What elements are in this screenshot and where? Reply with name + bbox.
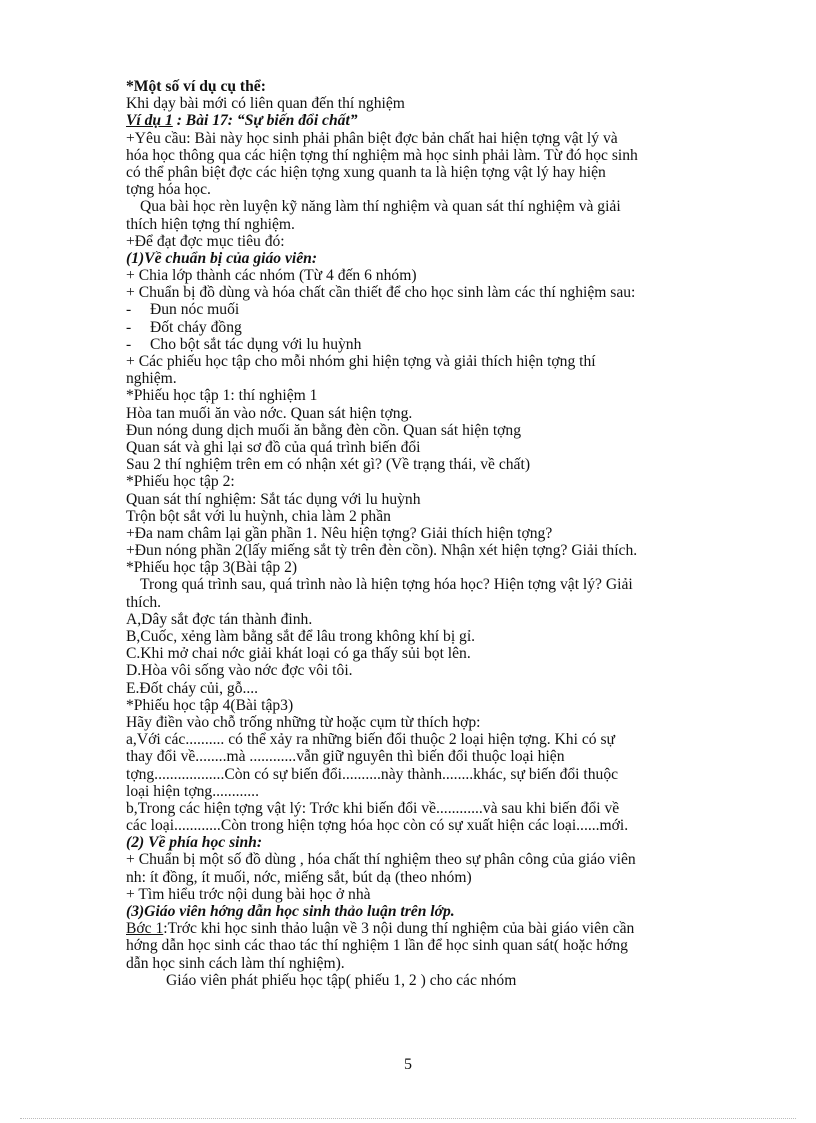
document-body xyxy=(126,78,754,989)
requirement-line: +Yêu cầu: Bài này học sinh phải phân biệt đợc bản chất hai hiện tợng vật lý và xyxy=(126,129,618,147)
worksheet-3-option: D.Hòa vôi sống vào nớc đợc vôi tôi. xyxy=(126,662,353,680)
section-2-line: + Chuẩn bị một số đồ dùng , hóa chất thí nghiệm theo sự phân công của giáo viên xyxy=(126,851,636,869)
worksheet-4-title: *Phiếu học tập 4(Bài tập3) xyxy=(126,696,294,714)
worksheet-3-option: A,Dây sắt đợc tán thành đinh. xyxy=(126,610,313,628)
experiment-text: Cho bột sắt tác dụng với lu huỳnh xyxy=(150,335,362,353)
worksheet-1-line: Sau 2 thí nghiệm trên em có nhận xét gì? (Về trạng thái, về chất) xyxy=(126,456,531,474)
worksheet-4-line: b,Trong các hiện tợng vật lý: Trớc khi biến đổi về............và sau khi biến đổi về xyxy=(126,799,620,817)
section-2-line: + Tìm hiểu trớc nội dung bài học ở nhà xyxy=(126,885,371,903)
worksheet-4-intro: Hãy điền vào chỗ trống những từ hoặc cụm từ thích hợp: xyxy=(126,713,481,731)
requirement-line: hóa học thông qua các hiện tợng thí nghiệm mà học sinh phải làm. Từ đó học sinh xyxy=(126,146,638,164)
step-label: Bớc 1 xyxy=(126,920,164,938)
worksheet-2-line: +Đa nam châm lại gần phần 1. Nêu hiện tợng? Giải thích hiện tợng? xyxy=(126,524,553,542)
worksheet-2-title: *Phiếu học tập 2: xyxy=(126,473,235,491)
example-label: Ví dụ 1 xyxy=(126,112,173,130)
section-1-title: (1)Về chuẩn bị của giáo viên: xyxy=(126,249,318,267)
worksheet-3-option: C.Khi mở chai nớc giải khát loại có ga thấy sủi bọt lên. xyxy=(126,645,471,663)
skill-line: thích hiện tợng thí nghiệm. xyxy=(126,215,295,233)
worksheet-4-line: a,Với các.......... có thể xảy ra những biến đổi thuộc 2 loại hiện tợng. Khi có sự xyxy=(126,731,615,749)
experiment-text: Đốt cháy đồng xyxy=(150,318,242,336)
experiment-text: Đun nóc muối xyxy=(150,301,240,319)
worksheet-2-line: +Đun nóng phần 2(lấy miếng sắt tỳ trên đèn cồn). Nhận xét hiện tợng? Giải thích. xyxy=(126,542,638,560)
dash-marker: - xyxy=(126,335,132,353)
requirement-line: tợng hóa học. xyxy=(126,181,211,199)
dash-marker: - xyxy=(126,318,132,336)
section-2-line: nh: ít đồng, ít muối, nớc, miếng sắt, bút dạ (theo nhóm) xyxy=(126,868,472,886)
step-line: hớng dẫn học sinh các thao tác thí nghiệm 1 lần để học sinh quan sát( hoặc hớng xyxy=(126,937,628,955)
worksheet-3-question: thích. xyxy=(126,593,162,611)
experiment-item xyxy=(126,301,754,318)
step-line xyxy=(126,920,754,937)
dash-marker: - xyxy=(126,301,132,319)
section-2-title: (2) Về phía học sinh: xyxy=(126,834,263,852)
section-1-item: + Chia lớp thành các nhóm (Từ 4 đến 6 nhóm) xyxy=(126,267,417,285)
worksheet-3-option: B,Cuốc, xẻng làm bằng sắt để lâu trong không khí bị gỉ. xyxy=(126,628,476,645)
worksheet-4-line: thay đổi về........mà ............vẫn giữ nguyên thì biến đổi thuộc loại hiện xyxy=(126,748,565,766)
worksheet-1-line: Hòa tan muối ăn vào nớc. Quan sát hiện tợng. xyxy=(126,404,413,422)
intro-text: Khi dạy bài mới có liên quan đến thí nghiệm xyxy=(126,95,405,113)
worksheet-1-title: *Phiếu học tập 1: thí nghiệm 1 xyxy=(126,387,318,405)
page-number: 5 xyxy=(404,1056,412,1073)
section-1-item: + Chuẩn bị đồ dùng và hóa chất cần thiết để cho học sinh làm các thí nghiệm sau: xyxy=(126,284,636,302)
worksheet-2-line: Quan sát thí nghiệm: Sắt tác dụng với lu huỳnh xyxy=(126,490,421,508)
worksheet-1-line: Quan sát và ghi lại sơ đồ của quá trình biến đổi xyxy=(126,438,421,456)
goal-line: +Để đạt đợc mục tiêu đó: xyxy=(126,232,285,250)
example-title: : Bài 17: “Sự biến đổi chất” xyxy=(172,112,358,130)
experiment-item xyxy=(126,336,754,353)
skill-line: Qua bài học rèn luyện kỹ năng làm thí nghiệm và quan sát thí nghiệm và giải xyxy=(140,198,621,216)
worksheet-3-option: E.Đốt cháy củi, gỗ.... xyxy=(126,679,259,697)
worksheet-4-line: các loại............Còn trong hiện tợng hóa học còn có sự xuất hiện các loại......mới. xyxy=(126,817,629,835)
step-line: dẫn học sinh cách làm thí nghiệm). xyxy=(126,954,345,972)
worksheet-4-line: loại hiện tợng............ xyxy=(126,782,259,800)
worksheet-2-line: Trộn bột sắt với lu huỳnh, chia làm 2 phần xyxy=(126,507,391,525)
page-bottom-divider xyxy=(20,1118,796,1119)
experiment-item xyxy=(126,319,754,336)
section-3-title: (3)Giáo viên hớng dẫn học sinh thảo luận trên lớp. xyxy=(126,903,455,920)
sheets-line: nghiệm. xyxy=(126,370,177,388)
worksheet-4-line: tợng..................Còn có sự biến đổi..........này thành........khác, sự biến đổi thuộc xyxy=(126,765,619,783)
step-text: :Trớc khi học sinh thảo luận về 3 nội dung thí nghiệm của bài giáo viên cần xyxy=(163,920,635,938)
worksheet-3-question: Trong quá trình sau, quá trình nào là hiện tợng hóa học? Hiện tợng vật lý? Giải xyxy=(140,576,633,594)
sheets-line: + Các phiếu học tập cho mỗi nhóm ghi hiện tợng và giải thích hiện tợng thí xyxy=(126,353,596,370)
example-heading xyxy=(126,112,754,129)
worksheet-3-title: *Phiếu học tập 3(Bài tập 2) xyxy=(126,559,298,577)
step-line: Giáo viên phát phiếu học tập( phiếu 1, 2 ) cho các nhóm xyxy=(166,971,517,989)
worksheet-1-line: Đun nóng dung dịch muối ăn bằng đèn cồn. Quan sát hiện tợng xyxy=(126,421,521,439)
heading: *Một số ví dụ cụ thể: xyxy=(126,78,266,95)
requirement-line: có thể phân biệt đợc các hiện tợng xung quanh ta là hiện tợng vật lý hay hiện xyxy=(126,163,606,181)
